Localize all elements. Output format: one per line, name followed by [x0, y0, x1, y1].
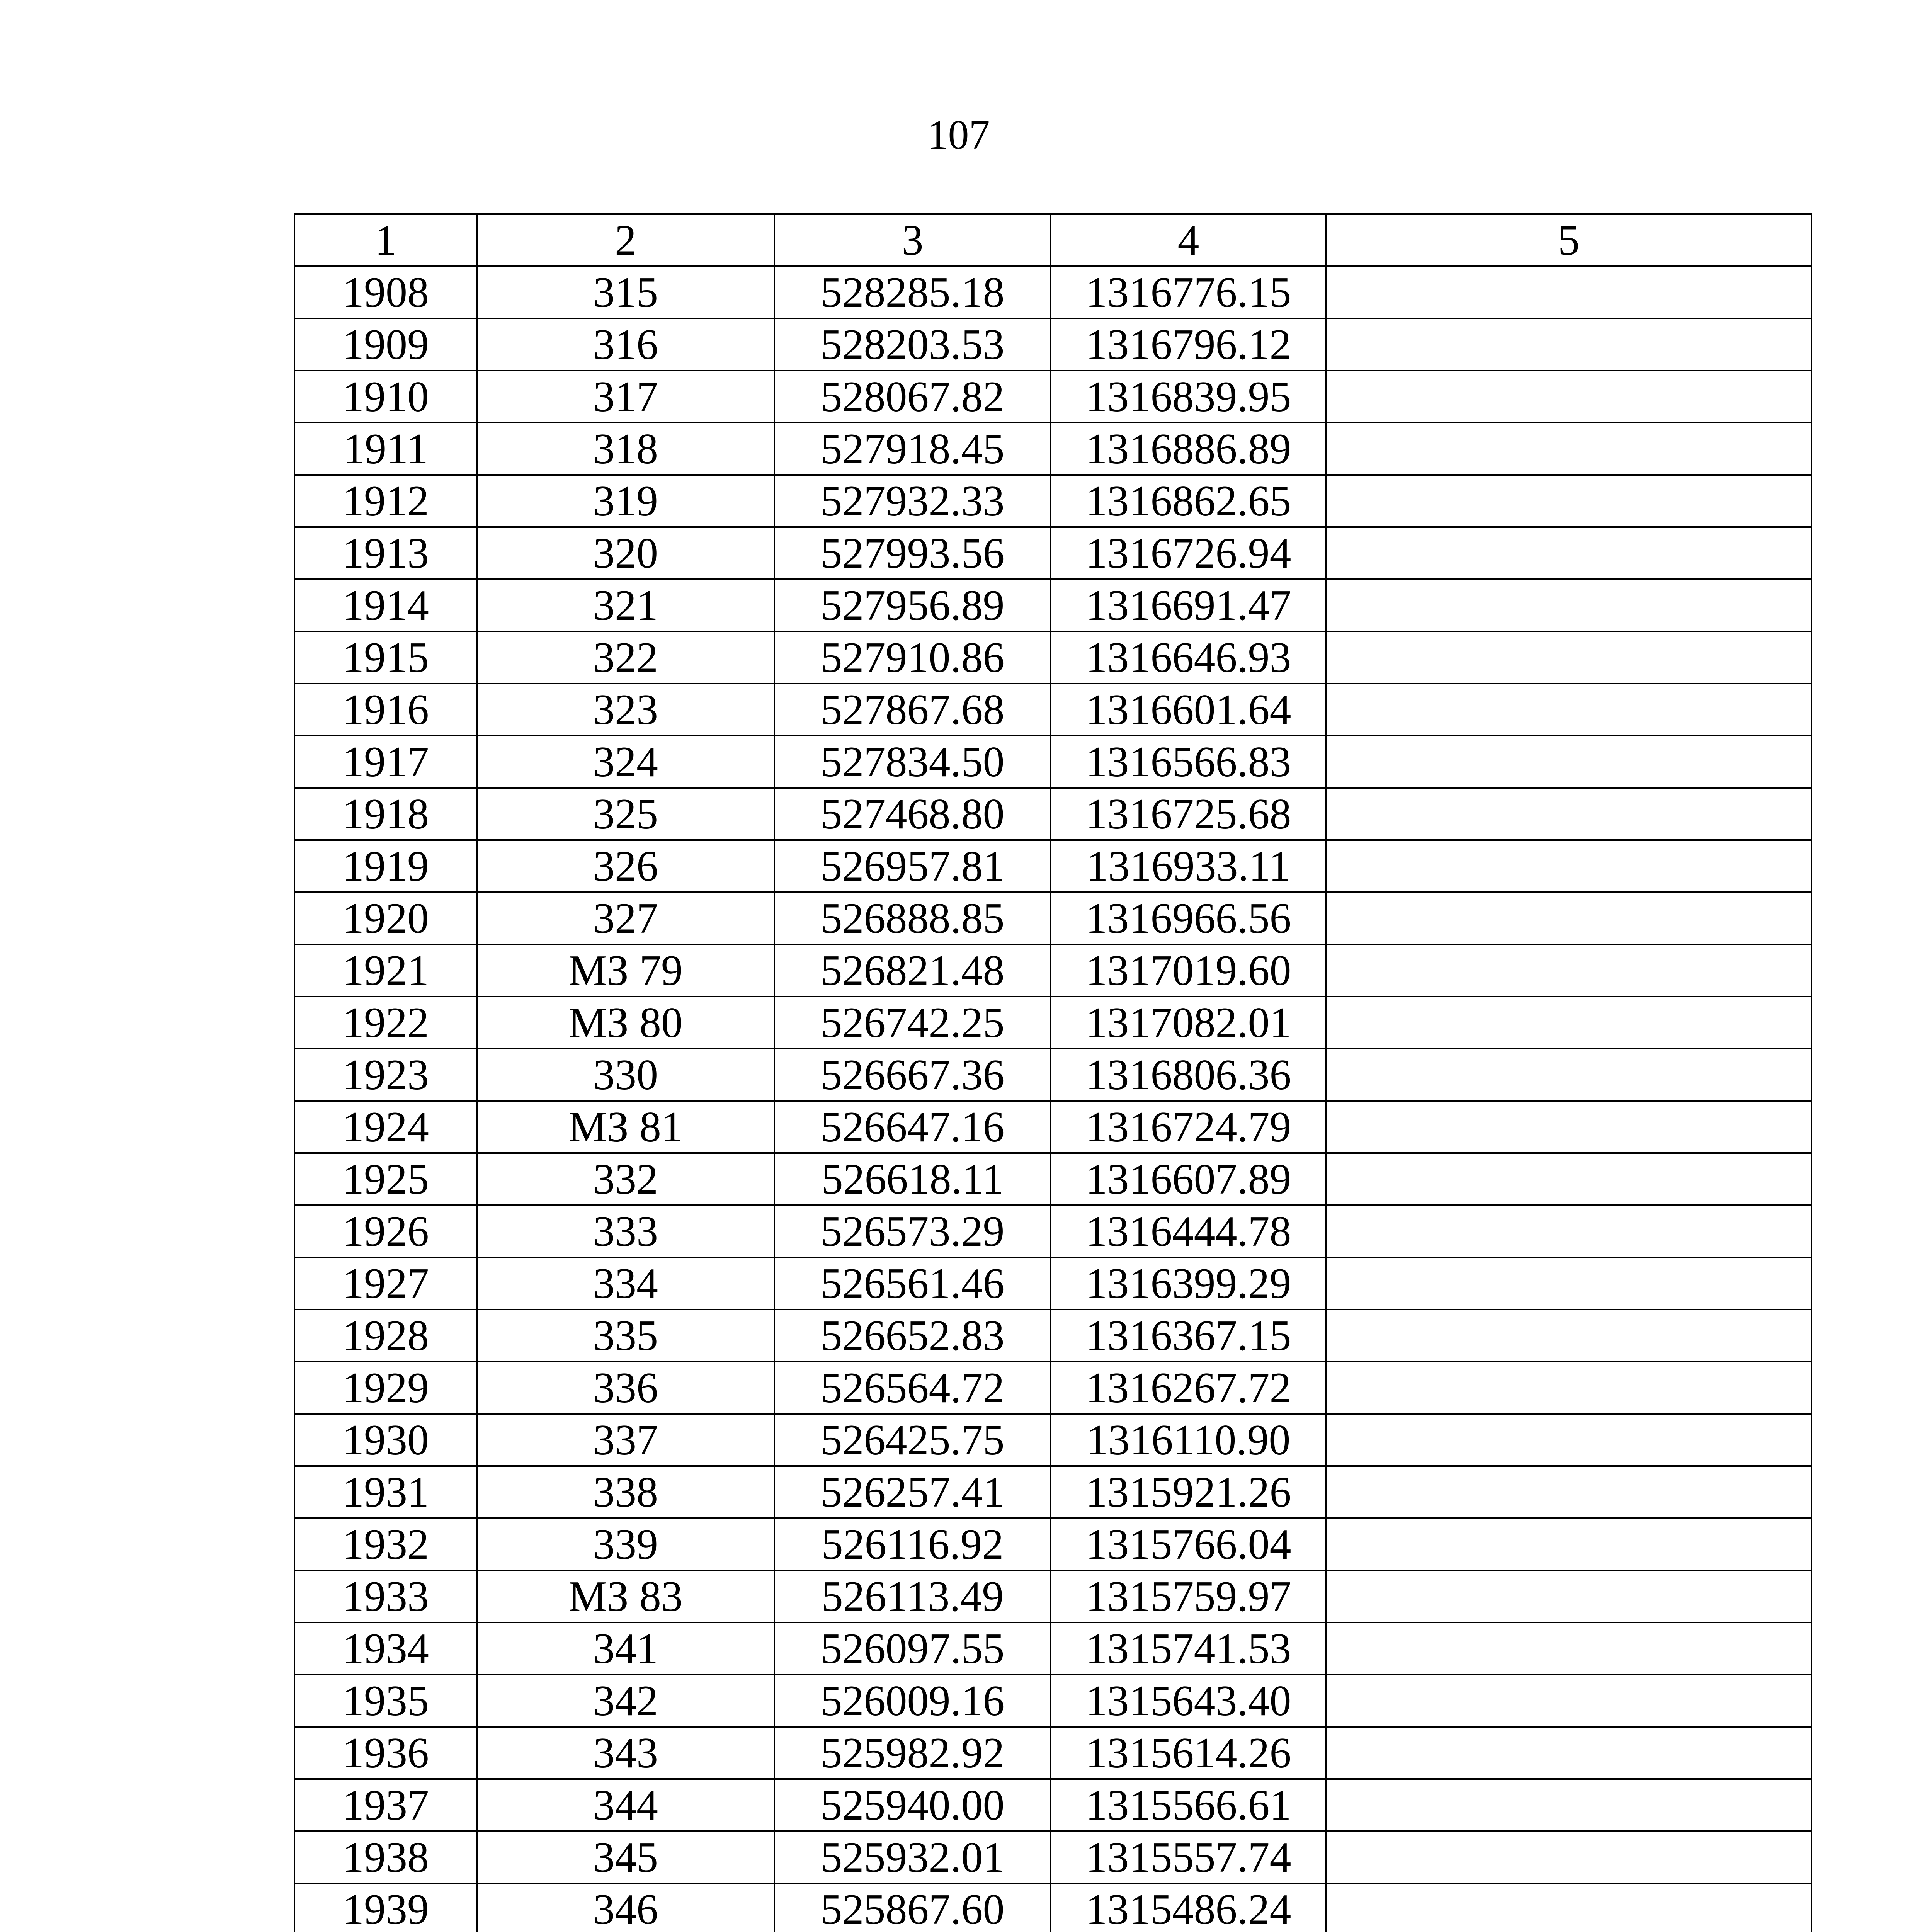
header-col-1: 1 — [294, 214, 477, 266]
table-row — [294, 631, 1812, 684]
x-coordinate-cell: 526667.36 — [774, 1049, 1051, 1101]
y-coordinate-cell: 1316399.29 — [1051, 1257, 1326, 1310]
row-index-cell: 1918 — [294, 788, 477, 840]
table-row — [294, 892, 1812, 944]
point-label-cell: 333 — [477, 1205, 774, 1257]
y-coordinate-cell: 1316796.12 — [1051, 318, 1326, 371]
note-cell — [1326, 266, 1812, 318]
point-label-cell: 317 — [477, 371, 774, 423]
note-cell — [1326, 475, 1812, 527]
table-row — [294, 1831, 1812, 1883]
x-coordinate-cell: 526573.29 — [774, 1205, 1051, 1257]
table-row — [294, 736, 1812, 788]
row-index-cell: 1916 — [294, 684, 477, 736]
note-cell — [1326, 1779, 1812, 1831]
x-coordinate-cell: 525867.60 — [774, 1883, 1051, 1932]
x-coordinate-cell: 526425.75 — [774, 1414, 1051, 1466]
x-coordinate-cell: 527468.80 — [774, 788, 1051, 840]
point-label-cell: 335 — [477, 1310, 774, 1362]
x-coordinate-cell: 526821.48 — [774, 944, 1051, 997]
point-label-cell: 339 — [477, 1518, 774, 1570]
point-label-cell: 316 — [477, 318, 774, 371]
y-coordinate-cell: 1316691.47 — [1051, 579, 1326, 631]
table-row — [294, 1622, 1812, 1675]
x-coordinate-cell: 526116.92 — [774, 1518, 1051, 1570]
y-coordinate-cell: 1315486.24 — [1051, 1883, 1326, 1932]
table-row — [294, 1883, 1812, 1932]
point-label-cell: МЗ 80 — [477, 997, 774, 1049]
row-index-cell: 1939 — [294, 1883, 477, 1932]
y-coordinate-cell: 1316566.83 — [1051, 736, 1326, 788]
y-coordinate-cell: 1316966.56 — [1051, 892, 1326, 944]
row-index-cell: 1925 — [294, 1153, 477, 1205]
x-coordinate-cell: 528067.82 — [774, 371, 1051, 423]
table-row — [294, 840, 1812, 892]
row-index-cell: 1934 — [294, 1622, 477, 1675]
note-cell — [1326, 1257, 1812, 1310]
row-index-cell: 1923 — [294, 1049, 477, 1101]
y-coordinate-cell: 1316607.89 — [1051, 1153, 1326, 1205]
row-index-cell: 1921 — [294, 944, 477, 997]
y-coordinate-cell: 1316886.89 — [1051, 423, 1326, 475]
y-coordinate-cell: 1316726.94 — [1051, 527, 1326, 579]
note-cell — [1326, 1049, 1812, 1101]
row-index-cell: 1927 — [294, 1257, 477, 1310]
note-cell — [1326, 840, 1812, 892]
y-coordinate-cell: 1316776.15 — [1051, 266, 1326, 318]
row-index-cell: 1936 — [294, 1727, 477, 1779]
table-row — [294, 527, 1812, 579]
note-cell — [1326, 1153, 1812, 1205]
table-row — [294, 1153, 1812, 1205]
table-row — [294, 1101, 1812, 1153]
table-row — [294, 1570, 1812, 1622]
y-coordinate-cell: 1316862.65 — [1051, 475, 1326, 527]
row-index-cell: 1913 — [294, 527, 477, 579]
point-label-cell: 341 — [477, 1622, 774, 1675]
row-index-cell: 1937 — [294, 1779, 477, 1831]
x-coordinate-cell: 526618.11 — [774, 1153, 1051, 1205]
x-coordinate-cell: 527956.89 — [774, 579, 1051, 631]
row-index-cell: 1928 — [294, 1310, 477, 1362]
row-index-cell: 1912 — [294, 475, 477, 527]
point-label-cell: МЗ 83 — [477, 1570, 774, 1622]
point-label-cell: 332 — [477, 1153, 774, 1205]
point-label-cell: 320 — [477, 527, 774, 579]
x-coordinate-cell: 525932.01 — [774, 1831, 1051, 1883]
y-coordinate-cell: 1317082.01 — [1051, 997, 1326, 1049]
x-coordinate-cell: 527993.56 — [774, 527, 1051, 579]
x-coordinate-cell: 526888.85 — [774, 892, 1051, 944]
x-coordinate-cell: 526257.41 — [774, 1466, 1051, 1518]
x-coordinate-cell: 526647.16 — [774, 1101, 1051, 1153]
row-index-cell: 1933 — [294, 1570, 477, 1622]
row-index-cell: 1932 — [294, 1518, 477, 1570]
x-coordinate-cell: 527918.45 — [774, 423, 1051, 475]
point-label-cell: 325 — [477, 788, 774, 840]
note-cell — [1326, 1362, 1812, 1414]
note-cell — [1326, 1831, 1812, 1883]
table-row — [294, 1727, 1812, 1779]
y-coordinate-cell: 1316444.78 — [1051, 1205, 1326, 1257]
table-row — [294, 944, 1812, 997]
table-row — [294, 1466, 1812, 1518]
table-row — [294, 1257, 1812, 1310]
page-number: 107 — [927, 112, 990, 158]
table-row — [294, 318, 1812, 371]
row-index-cell: 1915 — [294, 631, 477, 684]
table-row — [294, 1310, 1812, 1362]
x-coordinate-cell: 527867.68 — [774, 684, 1051, 736]
y-coordinate-cell: 1315557.74 — [1051, 1831, 1326, 1883]
x-coordinate-cell: 527932.33 — [774, 475, 1051, 527]
y-coordinate-cell: 1317019.60 — [1051, 944, 1326, 997]
row-index-cell: 1931 — [294, 1466, 477, 1518]
x-coordinate-cell: 526957.81 — [774, 840, 1051, 892]
header-col-5: 5 — [1326, 214, 1812, 266]
point-label-cell: 315 — [477, 266, 774, 318]
note-cell — [1326, 579, 1812, 631]
note-cell — [1326, 788, 1812, 840]
point-label-cell: МЗ 79 — [477, 944, 774, 997]
note-cell — [1326, 1414, 1812, 1466]
table-row — [294, 684, 1812, 736]
note-cell — [1326, 1622, 1812, 1675]
table-header-row — [294, 214, 1812, 266]
note-cell — [1326, 371, 1812, 423]
row-index-cell: 1908 — [294, 266, 477, 318]
note-cell — [1326, 684, 1812, 736]
point-label-cell: 343 — [477, 1727, 774, 1779]
point-label-cell: 319 — [477, 475, 774, 527]
x-coordinate-cell: 527910.86 — [774, 631, 1051, 684]
table-row — [294, 266, 1812, 318]
y-coordinate-cell: 1316725.68 — [1051, 788, 1326, 840]
row-index-cell: 1938 — [294, 1831, 477, 1883]
row-index-cell: 1909 — [294, 318, 477, 371]
y-coordinate-cell: 1315766.04 — [1051, 1518, 1326, 1570]
row-index-cell: 1935 — [294, 1675, 477, 1727]
note-cell — [1326, 1466, 1812, 1518]
table-row — [294, 579, 1812, 631]
note-cell — [1326, 318, 1812, 371]
x-coordinate-cell: 528203.53 — [774, 318, 1051, 371]
note-cell — [1326, 1205, 1812, 1257]
y-coordinate-cell: 1316267.72 — [1051, 1362, 1326, 1414]
header-col-4: 4 — [1051, 214, 1326, 266]
x-coordinate-cell: 528285.18 — [774, 266, 1051, 318]
point-label-cell: 327 — [477, 892, 774, 944]
point-label-cell: 322 — [477, 631, 774, 684]
y-coordinate-cell: 1316933.11 — [1051, 840, 1326, 892]
x-coordinate-cell: 527834.50 — [774, 736, 1051, 788]
x-coordinate-cell: 526113.49 — [774, 1570, 1051, 1622]
x-coordinate-cell: 526742.25 — [774, 997, 1051, 1049]
y-coordinate-cell: 1315741.53 — [1051, 1622, 1326, 1675]
y-coordinate-cell: 1316806.36 — [1051, 1049, 1326, 1101]
coordinates-table — [294, 213, 1812, 1932]
point-label-cell: 346 — [477, 1883, 774, 1932]
table-row — [294, 1675, 1812, 1727]
table-row — [294, 1049, 1812, 1101]
y-coordinate-cell: 1315643.40 — [1051, 1675, 1326, 1727]
x-coordinate-cell: 526652.83 — [774, 1310, 1051, 1362]
point-label-cell: 321 — [477, 579, 774, 631]
note-cell — [1326, 1727, 1812, 1779]
y-coordinate-cell: 1316839.95 — [1051, 371, 1326, 423]
row-index-cell: 1911 — [294, 423, 477, 475]
y-coordinate-cell: 1315759.97 — [1051, 1570, 1326, 1622]
point-label-cell: 337 — [477, 1414, 774, 1466]
point-label-cell: 336 — [477, 1362, 774, 1414]
header-col-3: 3 — [774, 214, 1051, 266]
table-row — [294, 1518, 1812, 1570]
row-index-cell: 1930 — [294, 1414, 477, 1466]
y-coordinate-cell: 1316646.93 — [1051, 631, 1326, 684]
table-row — [294, 788, 1812, 840]
header-col-2: 2 — [477, 214, 774, 266]
point-label-cell: 324 — [477, 736, 774, 788]
x-coordinate-cell: 526564.72 — [774, 1362, 1051, 1414]
note-cell — [1326, 1675, 1812, 1727]
point-label-cell: 342 — [477, 1675, 774, 1727]
table-row — [294, 1779, 1812, 1831]
note-cell — [1326, 997, 1812, 1049]
y-coordinate-cell: 1315921.26 — [1051, 1466, 1326, 1518]
note-cell — [1326, 423, 1812, 475]
note-cell — [1326, 1883, 1812, 1932]
table-row — [294, 997, 1812, 1049]
table-row — [294, 1205, 1812, 1257]
row-index-cell: 1910 — [294, 371, 477, 423]
row-index-cell: 1926 — [294, 1205, 477, 1257]
table-row — [294, 371, 1812, 423]
point-label-cell: 345 — [477, 1831, 774, 1883]
x-coordinate-cell: 526097.55 — [774, 1622, 1051, 1675]
y-coordinate-cell: 1316367.15 — [1051, 1310, 1326, 1362]
x-coordinate-cell: 525982.92 — [774, 1727, 1051, 1779]
row-index-cell: 1929 — [294, 1362, 477, 1414]
x-coordinate-cell: 525940.00 — [774, 1779, 1051, 1831]
row-index-cell: 1922 — [294, 997, 477, 1049]
table-row — [294, 423, 1812, 475]
table-row — [294, 475, 1812, 527]
y-coordinate-cell: 1315566.61 — [1051, 1779, 1326, 1831]
note-cell — [1326, 736, 1812, 788]
row-index-cell: 1914 — [294, 579, 477, 631]
x-coordinate-cell: 526561.46 — [774, 1257, 1051, 1310]
table-row — [294, 1414, 1812, 1466]
note-cell — [1326, 1518, 1812, 1570]
point-label-cell: 330 — [477, 1049, 774, 1101]
point-label-cell: 318 — [477, 423, 774, 475]
note-cell — [1326, 1570, 1812, 1622]
row-index-cell: 1920 — [294, 892, 477, 944]
row-index-cell: 1917 — [294, 736, 477, 788]
point-label-cell: 334 — [477, 1257, 774, 1310]
note-cell — [1326, 892, 1812, 944]
point-label-cell: 344 — [477, 1779, 774, 1831]
y-coordinate-cell: 1316601.64 — [1051, 684, 1326, 736]
row-index-cell: 1919 — [294, 840, 477, 892]
note-cell — [1326, 527, 1812, 579]
y-coordinate-cell: 1316724.79 — [1051, 1101, 1326, 1153]
row-index-cell: 1924 — [294, 1101, 477, 1153]
point-label-cell: 326 — [477, 840, 774, 892]
note-cell — [1326, 1101, 1812, 1153]
x-coordinate-cell: 526009.16 — [774, 1675, 1051, 1727]
y-coordinate-cell: 1316110.90 — [1051, 1414, 1326, 1466]
note-cell — [1326, 631, 1812, 684]
point-label-cell: 323 — [477, 684, 774, 736]
note-cell — [1326, 944, 1812, 997]
table-body — [294, 266, 1812, 1932]
point-label-cell: МЗ 81 — [477, 1101, 774, 1153]
y-coordinate-cell: 1315614.26 — [1051, 1727, 1326, 1779]
note-cell — [1326, 1310, 1812, 1362]
point-label-cell: 338 — [477, 1466, 774, 1518]
table-row — [294, 1362, 1812, 1414]
